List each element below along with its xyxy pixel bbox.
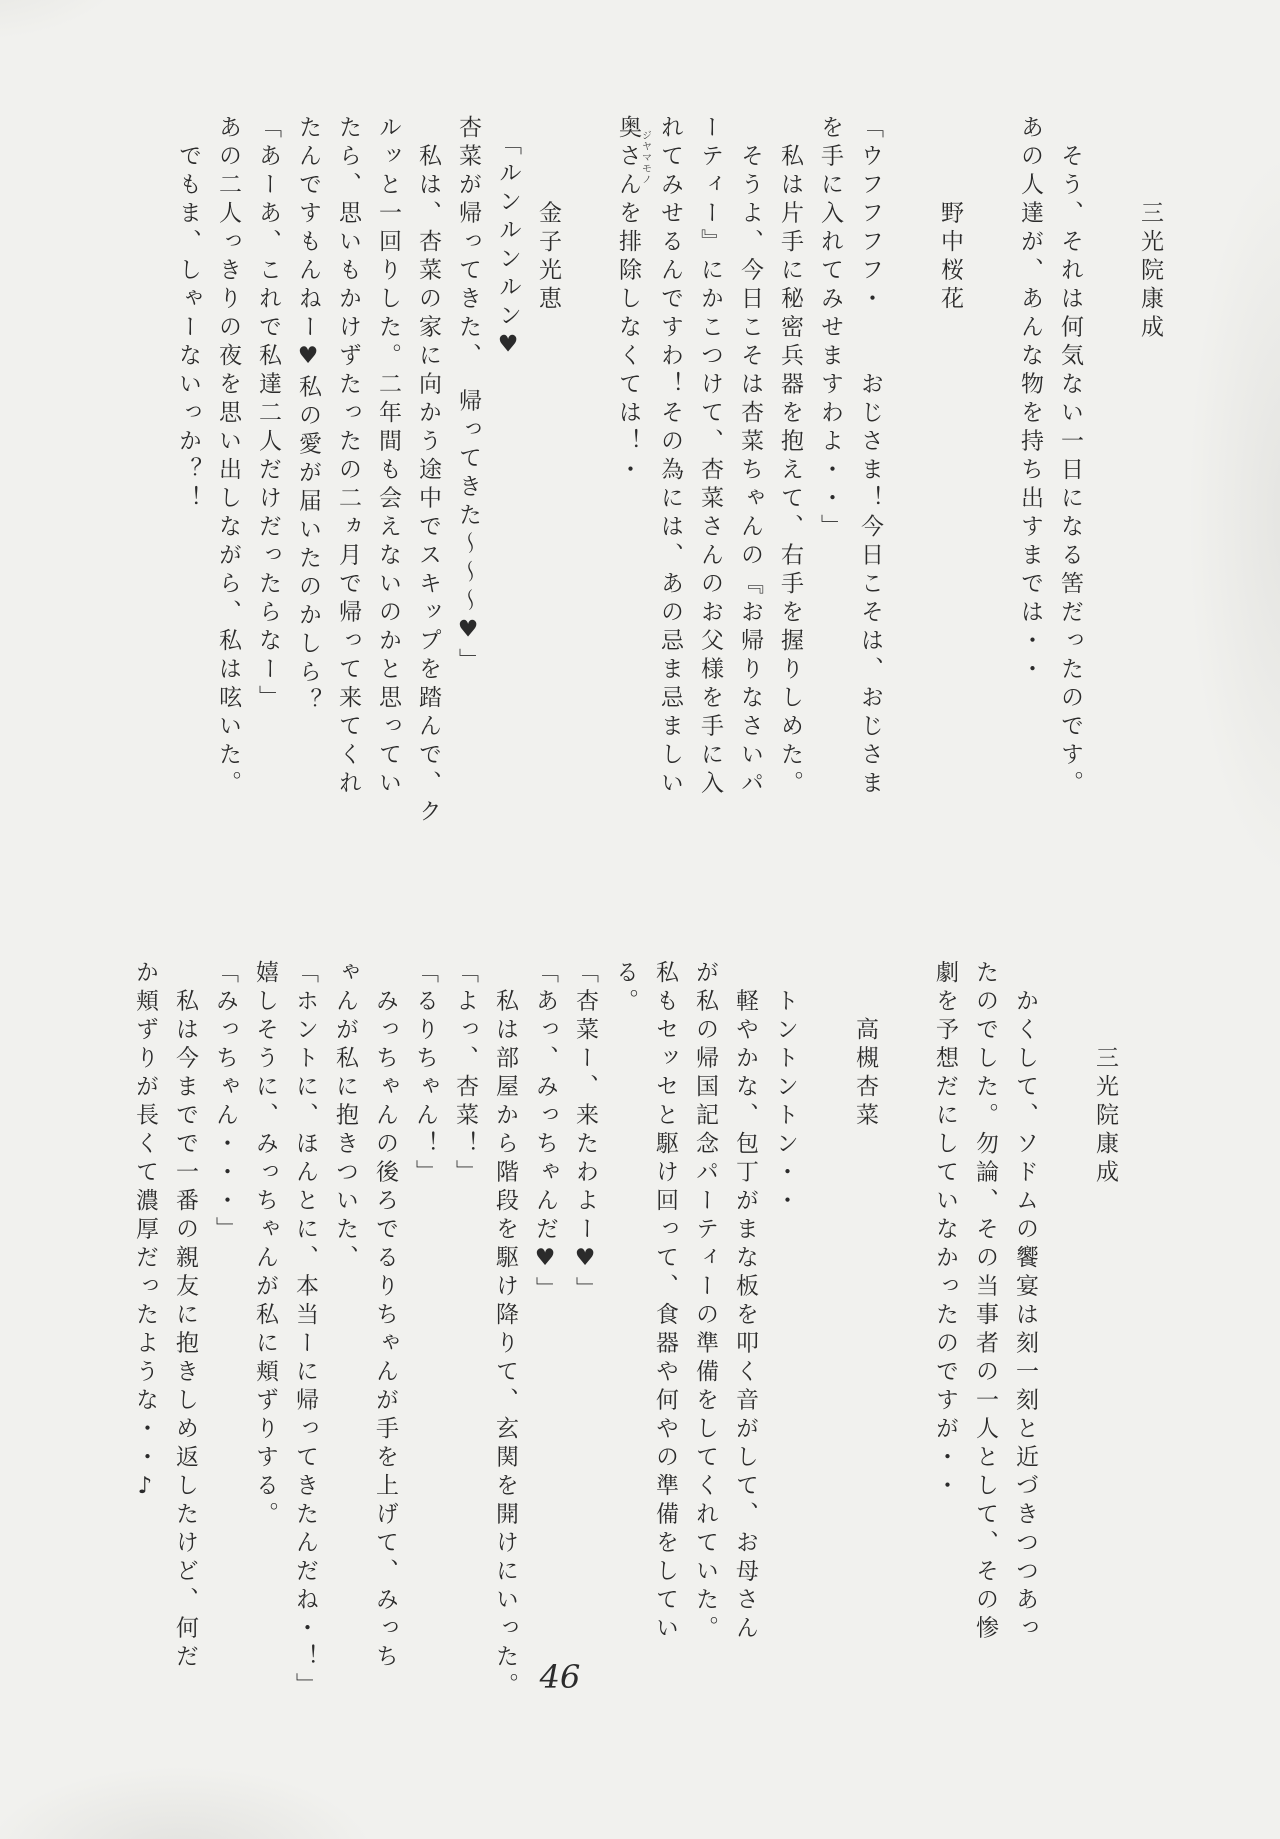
text-line: 「あっ、みっちゃんだ♥」 [532, 960, 558, 1305]
text-line: 「杏菜ー、来たわよー♥」 [572, 960, 598, 1305]
text-line: そうよ、今日こそは杏菜ちゃんの『お帰りなさいパ [737, 115, 763, 799]
page-number: 46 [539, 1658, 581, 1696]
text-line: そう、それは何気ない一日になる筈だったのです。 [1057, 115, 1083, 799]
text-line: 「あーあ、これで私達二人だけだったらなー」 [255, 115, 281, 714]
text-line: 嬉しそうに、みっちゃんが私に頬ずりする。 [252, 960, 278, 1530]
text-line: たんですもんねー♥私の愛が届いたのかしら？ [295, 115, 321, 717]
text-line: か頬ずりが長くて濃厚だったような・・♪ [132, 960, 158, 1505]
text-line: あの二人っきりの夜を思い出しながら、私は呟いた。 [215, 115, 241, 799]
text-line: 劇を予想だにしていなかったのですが・・ [932, 960, 958, 1502]
text-line [1090, 115, 1130, 828]
text-line [970, 115, 1010, 828]
furigana-ruby: 奥さんジヤマモノ [615, 115, 651, 201]
text-line: 私は部屋から階段を駆け降りて、玄関を開けにいった。 [492, 960, 518, 1701]
text-line: かくして、ソドムの饗宴は刻一刻と近づきつつあっ [1012, 960, 1038, 1644]
text-line: 「ホントに、ほんとに、本当ーに帰ってきたんだね・！」 [292, 960, 318, 1701]
text-line: 軽やかな、包丁がまな板を叩く音がして、お母さん [732, 960, 758, 1644]
text-line: 三光院康成 [1092, 960, 1118, 1188]
text-line: が私の帰国記念パーティーの準備をしてくれていた。 [692, 960, 718, 1644]
text-line: 「るりちゃん！」 [412, 960, 438, 1188]
text-line [890, 115, 930, 828]
text-line: 私は、杏菜の家に向かう途中でスキップを踏んで、ク [415, 115, 441, 828]
text-line: あの人達が、あんな物を持ち出すまでは・・ [1017, 115, 1043, 685]
text-line: 高槻杏菜 [852, 960, 878, 1131]
text-line: 「よっ、杏菜！」 [452, 960, 478, 1188]
text-line: 三光院康成 [1137, 115, 1163, 343]
text-line: 「ルンルンルン♥ [495, 115, 521, 363]
text-line [885, 960, 925, 1701]
text-line: たら、思いもかけずたったの二ヵ月で帰って来てくれ [335, 115, 361, 799]
text-line: ゃんが私に抱きついた、 [332, 960, 358, 1274]
text-line: 私は片手に秘密兵器を抱えて、右手を握りしめた。 [777, 115, 803, 799]
text-line: でもま、しゃーないっか？！ [175, 115, 201, 514]
text-line: を手に入れてみせますわよ・・」 [817, 115, 843, 543]
text-line: 金子光恵 [535, 115, 561, 315]
text-line: 「ウフフフフ・ おじさま！今日こそは、おじさま [857, 115, 883, 799]
bottom-text-block [125, 960, 1125, 1701]
text-line: ーティー』にかこつけて、杏菜さんのお父様を手に入 [697, 115, 723, 799]
text-line: ルッと一回りした。二年間も会えないのかと思ってい [375, 115, 401, 799]
text-line: 私は今までで一番の親友に抱きしめ返したけど、何だ [172, 960, 198, 1673]
text-line: みっちゃんの後ろでるりちゃんが手を上げて、みっち [372, 960, 398, 1673]
top-text-block [168, 115, 1170, 828]
text-line: 私もセッセと駆け回って、食器や何やの準備をしてい [652, 960, 678, 1644]
text-line: たのでした。勿論、その当事者の一人として、その惨 [972, 960, 998, 1644]
text-line [1045, 960, 1085, 1701]
text-line [568, 115, 608, 828]
text-line: 杏菜が帰ってきた、 帰ってきた～～～♥」 [455, 115, 481, 677]
text-line: 野中桜花 [937, 115, 963, 315]
text-line [805, 960, 845, 1701]
text-line: 「みっちゃん・・・」 [212, 960, 238, 1245]
text-line: る。 [612, 960, 638, 1017]
text-line: 奥さんジヤマモノを排除しなくては！・ [615, 115, 651, 486]
text-line: れてみせるんですわ！その為には、あの忌ま忌ましい [657, 115, 683, 799]
text-line: トントントン・・ [772, 960, 798, 1217]
